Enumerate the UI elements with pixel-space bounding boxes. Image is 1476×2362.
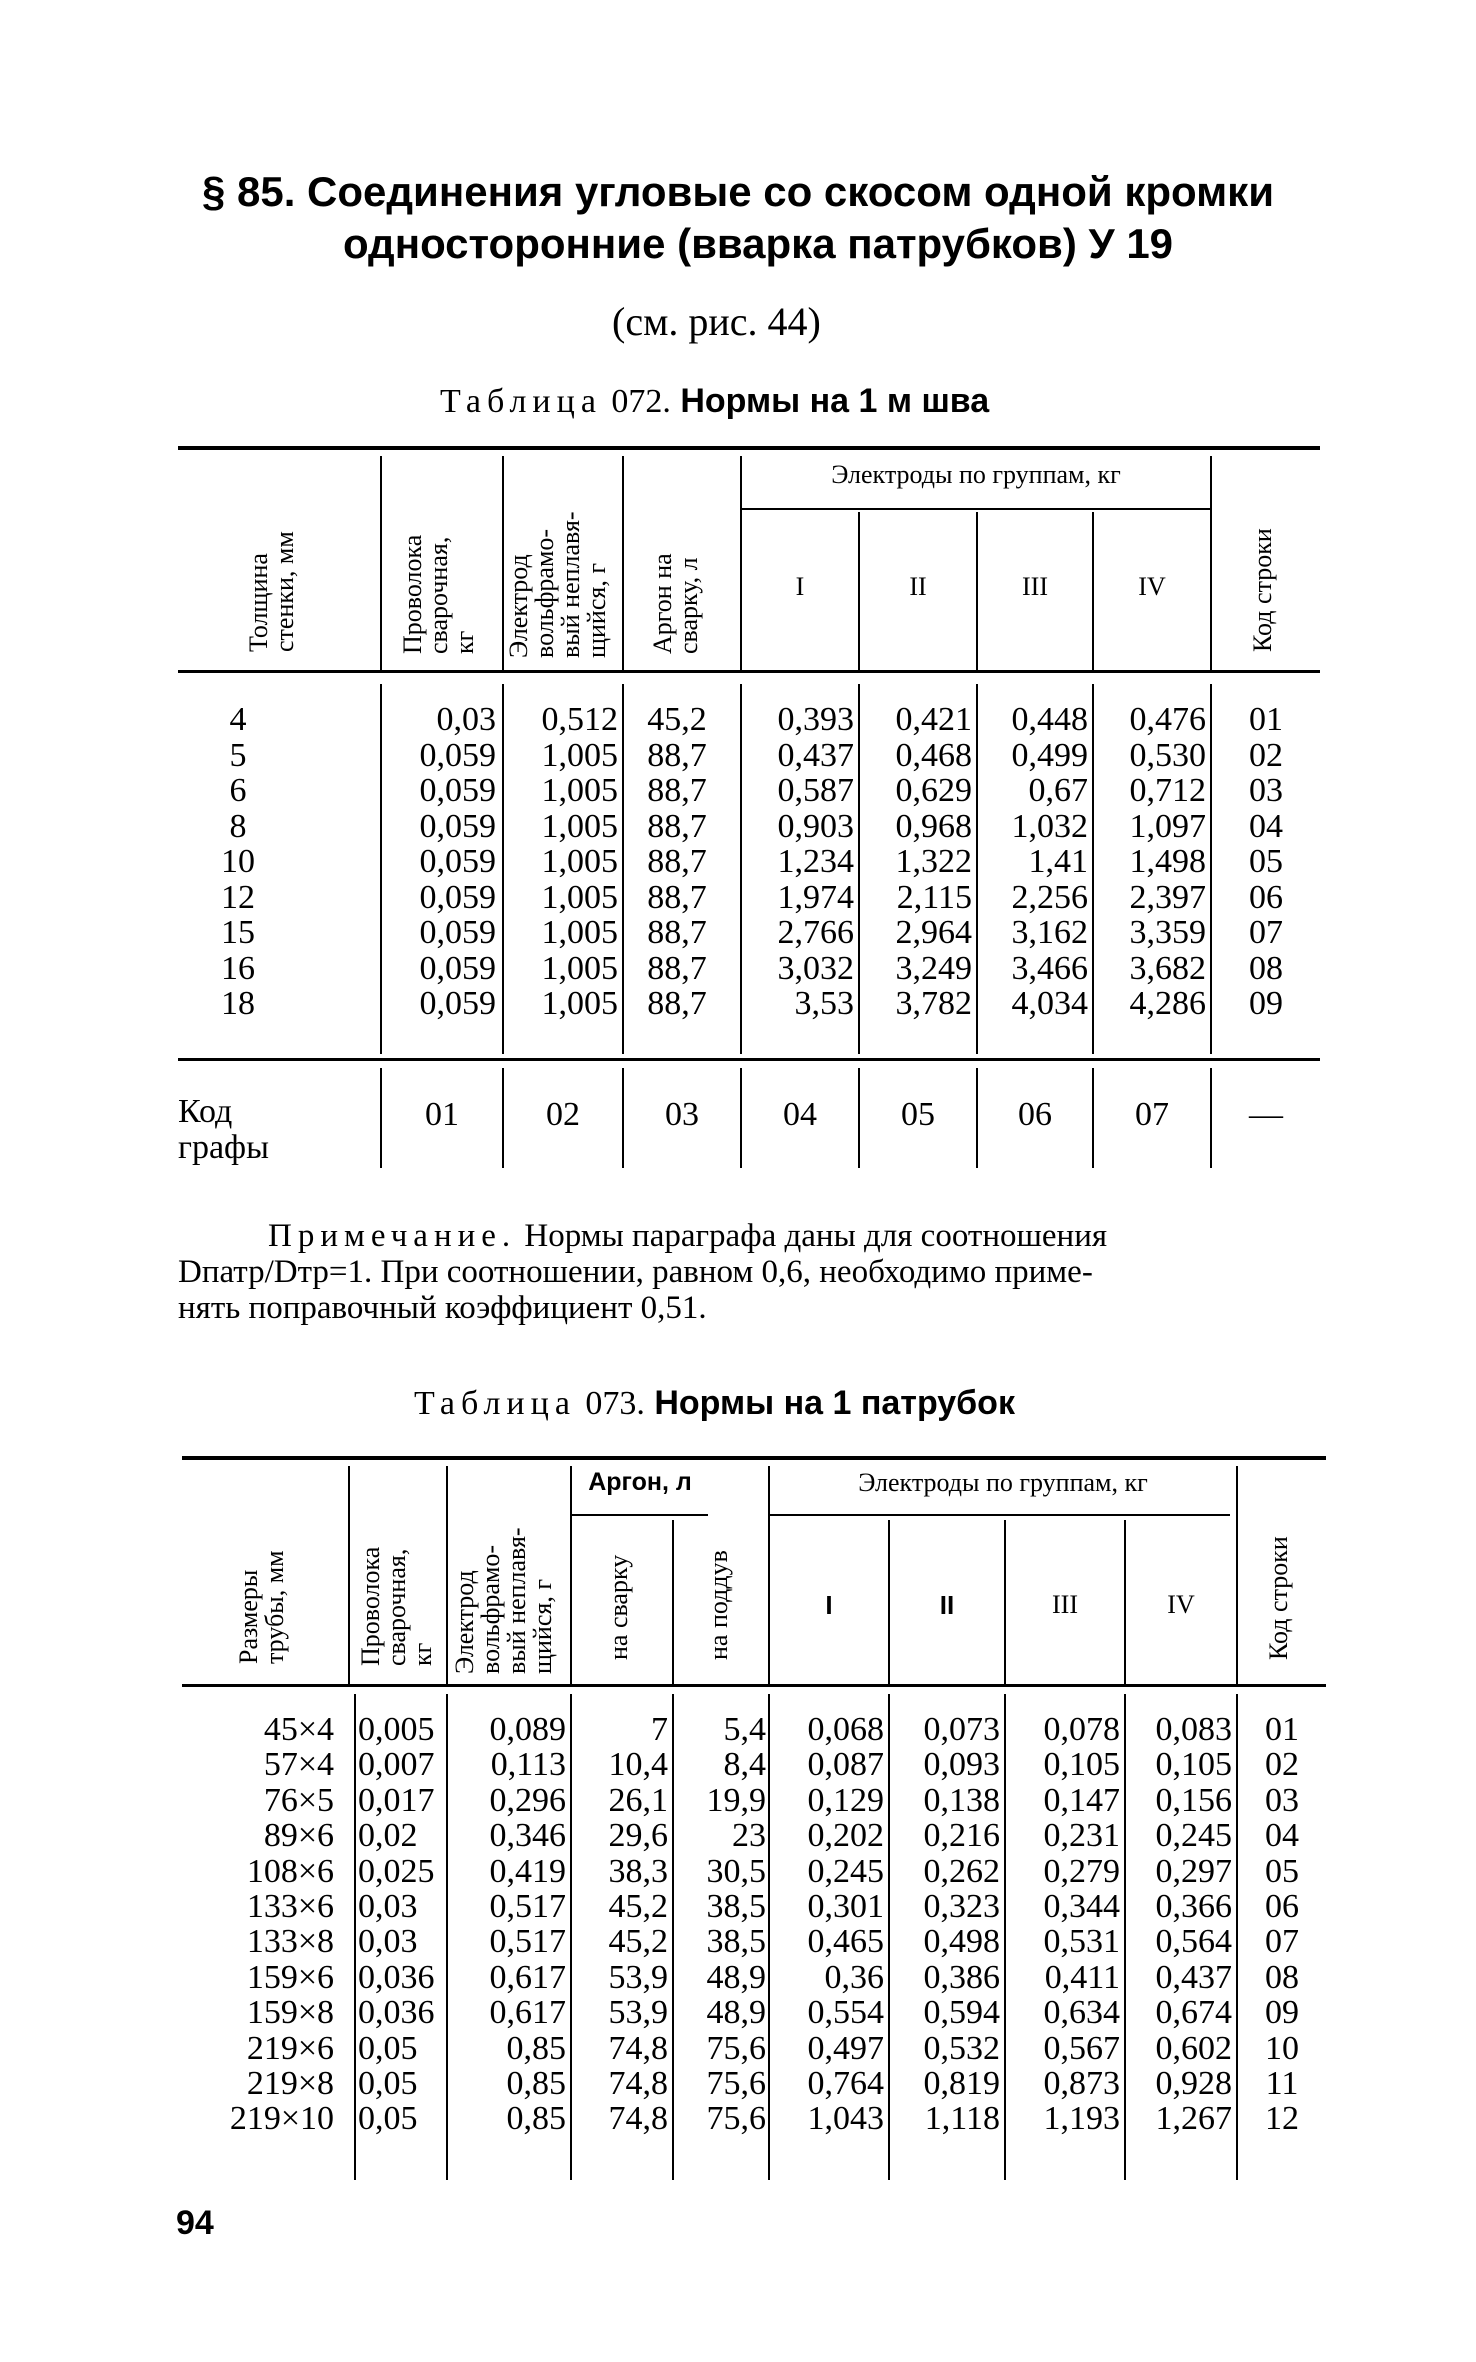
- table072-cell-wire: 0,059: [419, 843, 496, 880]
- table073-cell-size: 76×5: [263, 1781, 334, 1819]
- table073-cell-g3: 0,231: [1043, 1817, 1120, 1855]
- table072-cell-g3: 2,256: [1011, 878, 1088, 916]
- table073-vrule: [348, 1466, 350, 1684]
- table073-cell-g3: 0,344: [1043, 1888, 1120, 1925]
- table073-cell-electrode: 0,85: [506, 2100, 566, 2138]
- table073-cell-code: 01: [1265, 1711, 1299, 1748]
- table072-cell-argon: 88,7: [647, 736, 707, 774]
- table073-cell-g2: 0,138: [923, 1781, 1000, 1819]
- table072-cell-code: 09: [1249, 985, 1283, 1022]
- table073-cell-g3: 0,078: [1043, 1711, 1120, 1748]
- table072-cell-g4: 0,476: [1129, 701, 1206, 738]
- table073-cell-g3: 0,567: [1043, 2029, 1120, 2067]
- table072-cell-thickness: 15: [221, 914, 255, 951]
- table073-cell-g1: 0,301: [807, 1888, 884, 1925]
- table072-cell-g3: 0,448: [1011, 701, 1088, 738]
- table072-cell-thickness: 12: [221, 878, 255, 916]
- table073-header-electrode: [452, 1527, 556, 1674]
- table072-header-group-4: IV: [1138, 572, 1166, 601]
- table072-caption-label: Таблица: [440, 383, 602, 420]
- table073-cell-purge: 48,9: [706, 1994, 766, 2032]
- header-text: щийся, г: [528, 1578, 557, 1674]
- header-text: вый неплавя-: [502, 1527, 531, 1674]
- table073-cell-g1: 0,087: [807, 1746, 884, 1784]
- table073-cell-purge: 38,5: [706, 1923, 766, 1961]
- table073-cell-electrode: 0,517: [489, 1923, 566, 1961]
- table072-cell-g1: 1,974: [777, 878, 854, 916]
- section-subtitle: (см. рис. 44): [612, 299, 821, 344]
- table072-cell-g3: 3,466: [1011, 949, 1088, 987]
- table072-cell-g1: 0,393: [777, 701, 854, 738]
- table073-cell-weld: 74,8: [608, 2065, 668, 2102]
- table073-cell-g2: 0,594: [923, 1994, 1000, 2032]
- table072-cell-g2: 0,629: [895, 772, 972, 809]
- table072-cell-argon: 88,7: [647, 772, 707, 809]
- table073-header-argon: Аргон, л: [588, 1468, 692, 1496]
- table073-cell-electrode: 0,113: [490, 1746, 566, 1784]
- table073-cell-weld: 53,9: [608, 1958, 668, 1996]
- table072-cell-code: 05: [1249, 843, 1283, 880]
- table073-cell-code: 06: [1265, 1888, 1299, 1925]
- table072-header-groups: Электроды по группам, кг: [831, 460, 1121, 489]
- table072-cell-g4: 2,397: [1129, 878, 1206, 916]
- table073-cell-g1: 0,068: [807, 1711, 884, 1748]
- table073-cell-electrode: 0,296: [489, 1781, 566, 1819]
- table073-cell-size: 159×6: [246, 1958, 334, 1996]
- table073-cell-wire: 0,05: [358, 2065, 418, 2102]
- table073-cell-weld: 45,2: [608, 1888, 668, 1925]
- table073-cell-electrode: 0,346: [489, 1817, 566, 1855]
- table072-caption-title: Нормы на 1 м шва: [680, 382, 990, 420]
- table073-caption-label: Таблица: [414, 1385, 576, 1422]
- table073-cell-size: 108×6: [246, 1852, 334, 1890]
- table073-cell-code: 12: [1265, 2100, 1299, 2138]
- table072-cell-g1: 0,587: [777, 772, 854, 809]
- table072-header-group-3: III: [1022, 572, 1048, 601]
- header-text: Код строки: [1264, 1536, 1293, 1660]
- header-text: трубы, мм: [260, 1550, 289, 1664]
- table073-cell-code: 04: [1265, 1817, 1299, 1855]
- table073-cell-wire: 0,005: [358, 1711, 435, 1748]
- table073-cell-g3: 0,634: [1043, 1994, 1120, 2032]
- table072-cell-g3: 0,67: [1028, 772, 1088, 809]
- table072-cell-wire: 0,059: [419, 807, 496, 845]
- code-label-text: Код: [178, 1093, 233, 1130]
- table073-cell-electrode: 0,089: [489, 1711, 566, 1748]
- table073-cell-size: 219×10: [229, 2100, 334, 2138]
- table073-cell-electrode: 0,517: [489, 1888, 566, 1925]
- table073-cell-electrode: 0,419: [489, 1852, 566, 1890]
- table073-cell-g4: 0,602: [1155, 2029, 1232, 2067]
- header-text: вольфрамо-: [530, 528, 559, 658]
- header-text: кг: [408, 1642, 437, 1666]
- table073-cell-wire: 0,025: [358, 1852, 435, 1890]
- table073-cell-code: 03: [1265, 1781, 1299, 1819]
- table072-cell-code: 01: [1249, 701, 1283, 738]
- table072-cell-electrode: 1,005: [541, 772, 618, 809]
- table072-cell-g2: 1,322: [895, 843, 972, 880]
- table073-cell-weld: 38,3: [608, 1852, 668, 1890]
- table073-cell-g4: 0,366: [1155, 1888, 1232, 1925]
- table072-cell-electrode: 1,005: [541, 985, 618, 1022]
- header-text: Проволока: [356, 1546, 385, 1666]
- header-text: на сварку: [604, 1554, 633, 1660]
- table073-cell-g3: 0,147: [1043, 1781, 1120, 1819]
- table073-header-row-code: [1266, 1536, 1292, 1660]
- table073-cell-g2: 0,216: [923, 1817, 1000, 1855]
- table073-cell-weld: 74,8: [608, 2029, 668, 2067]
- table073-vrule: [768, 1466, 770, 1684]
- table073-cell-g4: 0,297: [1155, 1852, 1232, 1890]
- table072-cell-electrode: 1,005: [541, 878, 618, 916]
- table072-cell-g3: 1,41: [1028, 843, 1088, 880]
- table073-cell-weld: 53,9: [608, 1994, 668, 2032]
- table072-cell-electrode: 1,005: [541, 807, 618, 845]
- table073-cell-g3: 0,279: [1043, 1852, 1120, 1890]
- table073-cell-size: 45×4: [263, 1711, 334, 1748]
- table072-cell-argon: 88,7: [647, 878, 707, 916]
- table072-cell-electrode: 1,005: [541, 843, 618, 880]
- table073-cell-g4: 0,928: [1155, 2065, 1232, 2102]
- table073-cell-code: 07: [1265, 1923, 1299, 1961]
- table073-cell-g4: 0,083: [1155, 1711, 1232, 1748]
- page-number: 94: [176, 2204, 214, 2242]
- table072-cell-g4: 3,359: [1129, 914, 1206, 951]
- table072-cell-thickness: 4: [229, 701, 247, 738]
- table073-cell-g2: 0,819: [923, 2065, 1000, 2102]
- table073-cell-purge: 30,5: [706, 1852, 766, 1890]
- table073-cell-g1: 0,245: [807, 1852, 884, 1890]
- table073-caption-title: Нормы на 1 патрубок: [654, 1384, 1015, 1422]
- table073-cell-g2: 0,262: [923, 1852, 1000, 1890]
- table073-cell-g2: 0,323: [923, 1888, 1000, 1925]
- table072-cell-code: 02: [1249, 736, 1283, 774]
- table072-cell-thickness: 6: [229, 772, 247, 809]
- table073-cell-weld: 45,2: [608, 1923, 668, 1961]
- table073-cell-size: 133×6: [246, 1888, 334, 1925]
- table073-cell-g1: 0,465: [807, 1923, 884, 1961]
- table072-cell-g4: 0,712: [1129, 772, 1206, 809]
- table073-cell-code: 10: [1265, 2029, 1299, 2067]
- table072-cell-wire: 0,03: [436, 701, 496, 738]
- table073-cell-g2: 1,118: [924, 2100, 1000, 2138]
- header-text: Код строки: [1248, 528, 1277, 652]
- table072-cell-g2: 0,421: [895, 701, 972, 738]
- table073-caption-number: 073.: [585, 1385, 645, 1422]
- table073-cell-g1: 0,764: [807, 2065, 884, 2102]
- table072-cell-g1: 2,766: [777, 914, 854, 951]
- table073-cell-purge: 75,6: [706, 2065, 766, 2102]
- header-text: Электрод: [504, 554, 533, 658]
- table073-header-group-4: IV: [1167, 1590, 1195, 1619]
- table072-cell-g2: 2,115: [896, 878, 972, 916]
- table073-header-argon-weld: [606, 1555, 632, 1660]
- table072-cell-wire: 0,059: [419, 772, 496, 809]
- table072-cell-g3: 0,499: [1011, 736, 1088, 774]
- table073-cell-g2: 0,386: [923, 1958, 1000, 1996]
- code-label-text: графы: [178, 1129, 269, 1166]
- table073-top-rule: [182, 1456, 1326, 1460]
- table073-cell-g1: 0,129: [807, 1781, 884, 1819]
- table073-cell-weld: 74,8: [608, 2100, 668, 2138]
- table073-cell-g4: 0,156: [1155, 1781, 1232, 1819]
- table072-column-code: —: [1249, 1096, 1283, 1133]
- table072-column-code: 02: [546, 1096, 580, 1133]
- table073-cell-code: 02: [1265, 1746, 1299, 1784]
- table072-cell-g4: 1,498: [1129, 843, 1206, 880]
- table073-cell-size: 57×4: [263, 1746, 334, 1784]
- table072-cell-g2: 0,468: [895, 736, 972, 774]
- table073-cell-g1: 0,554: [807, 1994, 884, 2032]
- table072-caption-number: 072.: [611, 383, 671, 420]
- table072-cell-g1: 0,437: [777, 736, 854, 774]
- table072-cell-electrode: 1,005: [541, 949, 618, 987]
- table073-vrule: [354, 1694, 356, 2180]
- table073-cell-purge: 8,4: [723, 1746, 766, 1784]
- header-text: сварку, л: [674, 557, 703, 654]
- table073-cell-code: 09: [1265, 1994, 1299, 2032]
- table073-cell-purge: 5,4: [723, 1711, 766, 1748]
- table073-cell-weld: 26,1: [608, 1781, 668, 1819]
- note-text: Dпатр/Dтр=1. При соотношении, равном 0,6, необходимо приме-: [178, 1254, 1093, 1290]
- table073-cell-electrode: 0,617: [489, 1994, 566, 2032]
- section-title-line2: односторонние (вварка патрубков) У 19: [342, 220, 1174, 267]
- table073-header-groups: Электроды по группам, кг: [858, 1468, 1148, 1497]
- table073-cell-code: 08: [1265, 1958, 1299, 1996]
- table073-cell-g3: 0,411: [1044, 1958, 1120, 1996]
- table073-cell-wire: 0,03: [358, 1888, 418, 1925]
- table072-cell-argon: 88,7: [647, 985, 707, 1022]
- table073-cell-electrode: 0,85: [506, 2029, 566, 2067]
- table072-cell-g3: 4,034: [1011, 985, 1088, 1022]
- table073-cell-weld: 10,4: [608, 1746, 668, 1784]
- table073-groups-rule: [770, 1514, 1230, 1516]
- header-text: Размеры: [234, 1569, 263, 1664]
- table073-cell-purge: 23: [732, 1817, 766, 1855]
- table072-cell-g1: 1,234: [777, 843, 854, 880]
- header-text: вый неплавя-: [556, 511, 585, 658]
- table072-cell-g2: 0,968: [895, 807, 972, 845]
- table073-cell-g1: 0,497: [807, 2029, 884, 2067]
- table073-cell-purge: 48,9: [706, 1958, 766, 1996]
- table073-header-rule: [182, 1684, 1326, 1687]
- table072-cell-code: 07: [1249, 914, 1283, 951]
- table073-header-group-3: III: [1052, 1590, 1078, 1619]
- table073-cell-purge: 19,9: [706, 1781, 766, 1819]
- table072-header-group-1: I: [795, 572, 805, 601]
- table073-cell-size: 219×6: [246, 2029, 334, 2067]
- table072-cell-electrode: 0,512: [541, 701, 618, 738]
- table072-cell-wire: 0,059: [419, 949, 496, 987]
- table072-cell-wire: 0,059: [419, 985, 496, 1022]
- table072-cell-g1: 0,903: [777, 807, 854, 845]
- table072-cell-g4: 4,286: [1129, 985, 1206, 1022]
- table072-cell-g1: 3,032: [777, 949, 854, 987]
- table072-cell-electrode: 1,005: [541, 914, 618, 951]
- table073-cell-g3: 0,105: [1043, 1746, 1120, 1784]
- table073-cell-wire: 0,03: [358, 1923, 418, 1961]
- header-text: щийся, г: [582, 562, 611, 658]
- header-text: Проволока: [398, 534, 427, 654]
- table073-cell-g2: 0,498: [923, 1923, 1000, 1961]
- table073-cell-g4: 0,674: [1155, 1994, 1232, 2032]
- table073-cell-weld: 7: [651, 1711, 668, 1748]
- table073-header-group-2: II: [939, 1590, 955, 1620]
- table072-column-code: 07: [1135, 1096, 1169, 1133]
- table072-cell-argon: 88,7: [647, 843, 707, 880]
- table073-cell-wire: 0,05: [358, 2029, 418, 2067]
- table073-cell-wire: 0,05: [358, 2100, 418, 2138]
- table072-cell-argon: 45,2: [647, 701, 707, 738]
- table072-cell-electrode: 1,005: [541, 736, 618, 774]
- table072-cell-thickness: 10: [221, 843, 255, 880]
- table073-cell-purge: 75,6: [706, 2100, 766, 2138]
- table072-cell-g3: 1,032: [1011, 807, 1088, 845]
- table073-cell-g1: 0,36: [824, 1958, 884, 1996]
- table073-cell-weld: 29,6: [608, 1817, 668, 1855]
- table073-cell-size: 89×6: [263, 1817, 334, 1855]
- table073-cell-g2: 0,532: [923, 2029, 1000, 2067]
- table072-cell-argon: 88,7: [647, 807, 707, 845]
- table072-cell-g2: 2,964: [895, 914, 972, 951]
- table072-column-code: 05: [901, 1096, 935, 1133]
- table072-cell-wire: 0,059: [419, 736, 496, 774]
- table073-cell-code: 05: [1265, 1852, 1299, 1890]
- table073-cell-purge: 75,6: [706, 2029, 766, 2067]
- table073-vrule: [570, 1466, 572, 1684]
- header-text: сварочная,: [424, 536, 453, 654]
- table073-cell-g4: 1,267: [1155, 2100, 1232, 2138]
- table072-cell-code: 03: [1249, 772, 1283, 809]
- table072-cell-code: 06: [1249, 878, 1283, 916]
- table072-cell-thickness: 16: [221, 949, 255, 987]
- table072-header-group-2: II: [909, 572, 927, 601]
- table072-cell-g2: 3,782: [895, 985, 972, 1022]
- table072-cell-thickness: 18: [221, 985, 255, 1022]
- table073-cell-size: 219×8: [246, 2065, 334, 2102]
- table073-cell-g4: 0,105: [1155, 1746, 1232, 1784]
- header-text: кг: [450, 630, 479, 654]
- table073-header-argon-purge: [706, 1550, 732, 1660]
- table073-cell-code: 11: [1265, 2065, 1299, 2102]
- table072-cell-code: 04: [1249, 807, 1283, 845]
- note-label: Примечание.: [268, 1218, 517, 1254]
- table073-cell-g2: 0,073: [923, 1711, 1000, 1748]
- table072-cell-wire: 0,059: [419, 878, 496, 916]
- table072-cell-wire: 0,059: [419, 914, 496, 951]
- table072-cell-argon: 88,7: [647, 914, 707, 951]
- table073-cell-g1: 1,043: [807, 2100, 884, 2138]
- table072-cell-g2: 3,249: [895, 949, 972, 987]
- table073-cell-size: 159×8: [246, 1994, 334, 2032]
- table073-cell-wire: 0,036: [358, 1994, 435, 2032]
- table072-cell-g4: 1,097: [1129, 807, 1206, 845]
- table073-cell-g3: 1,193: [1043, 2100, 1120, 2138]
- table073-cell-g3: 0,531: [1043, 1923, 1120, 1961]
- table072-cell-thickness: 5: [229, 736, 247, 774]
- note-text: Нормы параграфа даны для соотношения: [516, 1218, 1108, 1254]
- header-text: Аргон на: [648, 553, 677, 654]
- table073-cell-wire: 0,02: [358, 1817, 418, 1855]
- table073-cell-g4: 0,245: [1155, 1817, 1232, 1855]
- table073-vrule: [1236, 1466, 1238, 1684]
- table073-header-wire: [358, 1547, 436, 1666]
- header-text: сварочная,: [382, 1548, 411, 1666]
- table073-cell-g4: 0,437: [1155, 1958, 1232, 1996]
- table073-cell-electrode: 0,85: [506, 2065, 566, 2102]
- table073-cell-wire: 0,036: [358, 1958, 435, 1996]
- table072-column-code: 06: [1018, 1096, 1052, 1133]
- table072-column-code: 03: [665, 1096, 699, 1133]
- table073-cell-g2: 0,093: [923, 1746, 1000, 1784]
- table072-cell-code: 08: [1249, 949, 1283, 987]
- table072-cell-thickness: 8: [229, 807, 247, 845]
- table073-cell-g3: 0,873: [1043, 2065, 1120, 2102]
- header-text: Толщина: [244, 553, 273, 652]
- table072-cell-argon: 88,7: [647, 949, 707, 987]
- table073-cell-g4: 0,564: [1155, 1923, 1232, 1961]
- table073-cell-size: 133×8: [246, 1923, 334, 1961]
- table073-cell-purge: 38,5: [706, 1888, 766, 1925]
- table073-header-size: [236, 1550, 288, 1664]
- table073-cell-wire: 0,017: [358, 1781, 435, 1819]
- table073-vrule: [672, 1520, 674, 1684]
- table072-cell-g4: 0,530: [1129, 736, 1206, 774]
- table073-argon-rule: [572, 1514, 708, 1516]
- header-text: Электрод: [450, 1570, 479, 1674]
- table072-column-code: 04: [783, 1096, 817, 1133]
- header-text: стенки, мм: [270, 531, 299, 652]
- section-title-line1: § 85. Соединения угловые со скосом одной кромки: [201, 168, 1275, 215]
- table072-cell-g1: 3,53: [794, 985, 854, 1022]
- table072-column-code: 01: [425, 1096, 459, 1133]
- table072-cell-g3: 3,162: [1011, 914, 1088, 951]
- note-text: нять поправочный коэффициент 0,51.: [178, 1290, 707, 1326]
- table073-cell-electrode: 0,617: [489, 1958, 566, 1996]
- table073-cell-g1: 0,202: [807, 1817, 884, 1855]
- table073-cell-wire: 0,007: [358, 1746, 435, 1784]
- table072-cell-g4: 3,682: [1129, 949, 1206, 987]
- header-text: вольфрамо-: [476, 1544, 505, 1674]
- header-text: на поддув: [704, 1550, 733, 1660]
- table073-vrule: [446, 1466, 448, 1684]
- table073-header-group-1: I: [825, 1590, 833, 1620]
